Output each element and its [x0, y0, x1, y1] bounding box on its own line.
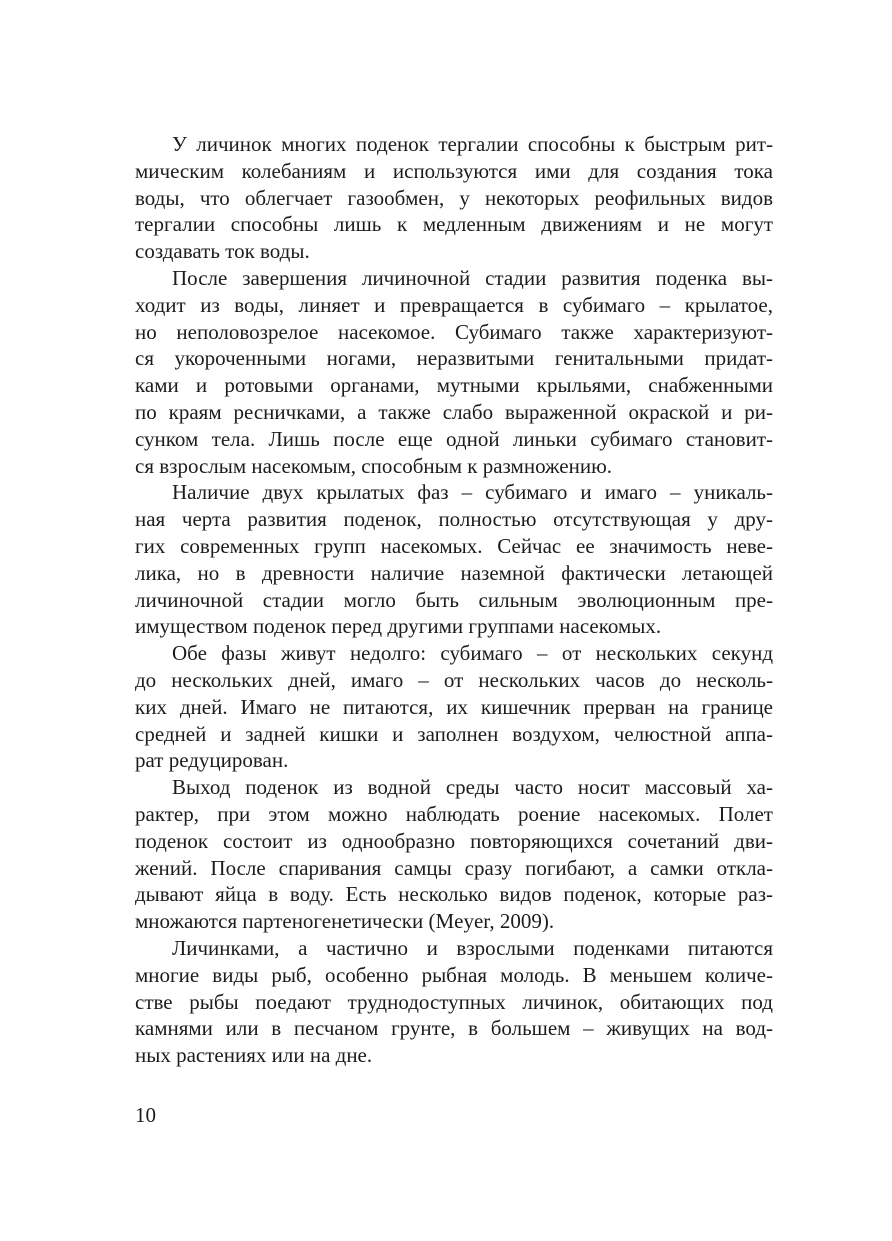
text-line: множаются партеногенетически (Meyer, 2009). [135, 909, 555, 934]
text-line: по краям ресничками, а также слабо выраженной окраской и ри- [135, 399, 773, 424]
body-text [135, 131, 773, 1069]
text-line: создавать ток воды. [135, 239, 310, 264]
text-line: многие виды рыб, особенно рыбная молодь. В меньшем количе- [135, 962, 773, 987]
text-line: жений. После спаривания самцы сразу погибают, а самки откла- [135, 855, 773, 880]
text-line: ками и ротовыми органами, мутными крыльями, снабженными [135, 373, 773, 398]
text-line: мическим колебаниям и используются ими для создания тока [135, 158, 773, 183]
text-line: гих современных групп насекомых. Сейчас ее значимость неве- [135, 533, 773, 558]
paragraph [135, 265, 773, 479]
text-line: ных растениях или на дне. [135, 1043, 373, 1068]
text-line: Обе фазы живут недолго: субимаго – от нескольких секунд [172, 641, 773, 666]
text-line: камнями или в песчаном грунте, в большем – живущих на вод- [135, 1016, 773, 1041]
text-line: до нескольких дней, имаго – от нескольких часов до несколь- [135, 667, 773, 692]
text-line: ная черта развития поденок, полностью отсутствующая у дру- [135, 507, 773, 532]
text-line: средней и задней кишки и заполнен воздухом, челюстной аппа- [135, 721, 773, 746]
text-line: ких дней. Имаго не питаются, их кишечник прерван на границе [135, 694, 773, 719]
paragraph [135, 479, 773, 640]
page-number: 10 [135, 1103, 156, 1127]
text-line: Личинками, а частично и взрослыми поденками питаются [172, 935, 773, 960]
text-line: Выход поденок из водной среды часто носит массовый ха- [172, 775, 773, 800]
text-line: воды, что облегчает газообмен, у некоторых реофильных видов [135, 185, 773, 210]
text-line: тергалии способны лишь к медленным движениям и не могут [135, 212, 773, 237]
text-line: ходит из воды, линяет и превращается в субимаго – крылатое, [135, 292, 773, 317]
paragraph [135, 774, 773, 935]
text-line: поденок состоит из однообразно повторяющихся сочетаний дви- [135, 828, 773, 853]
text-line: имуществом поденок перед другими группами насекомых. [135, 614, 662, 639]
paragraph [135, 640, 773, 774]
text-line: У личинок многих поденок тергалии способны к быстрым рит- [172, 132, 773, 156]
text-line: После завершения личиночной стадии развития поденка вы- [172, 265, 773, 290]
text-line: ся взрослым насекомым, способным к размножению. [135, 453, 613, 478]
text-line: рат редуцирован. [135, 748, 289, 773]
text-line: лика, но в древности наличие наземной фактически летающей [135, 560, 773, 585]
text-line: ся укороченными ногами, неразвитыми генитальными придат- [135, 346, 773, 371]
text-line: личиночной стадии могло быть сильным эволюционным пре- [135, 587, 773, 612]
text-line: стве рыбы поедают труднодоступных личинок, обитающих под [135, 989, 773, 1014]
text-line: Наличие двух крылатых фаз – субимаго и имаго – уникаль- [172, 480, 773, 505]
text-line: сунком тела. Лишь после еще одной линьки субимаго становит- [135, 426, 773, 451]
paragraph [135, 131, 773, 265]
text-line: но неполовозрелое насекомое. Субимаго также характеризуют- [135, 319, 773, 344]
paragraph [135, 935, 773, 1069]
text-line: рактер, при этом можно наблюдать роение насекомых. Полет [135, 801, 773, 826]
text-line: дывают яйца в воду. Есть несколько видов поденок, которые раз- [135, 882, 773, 907]
